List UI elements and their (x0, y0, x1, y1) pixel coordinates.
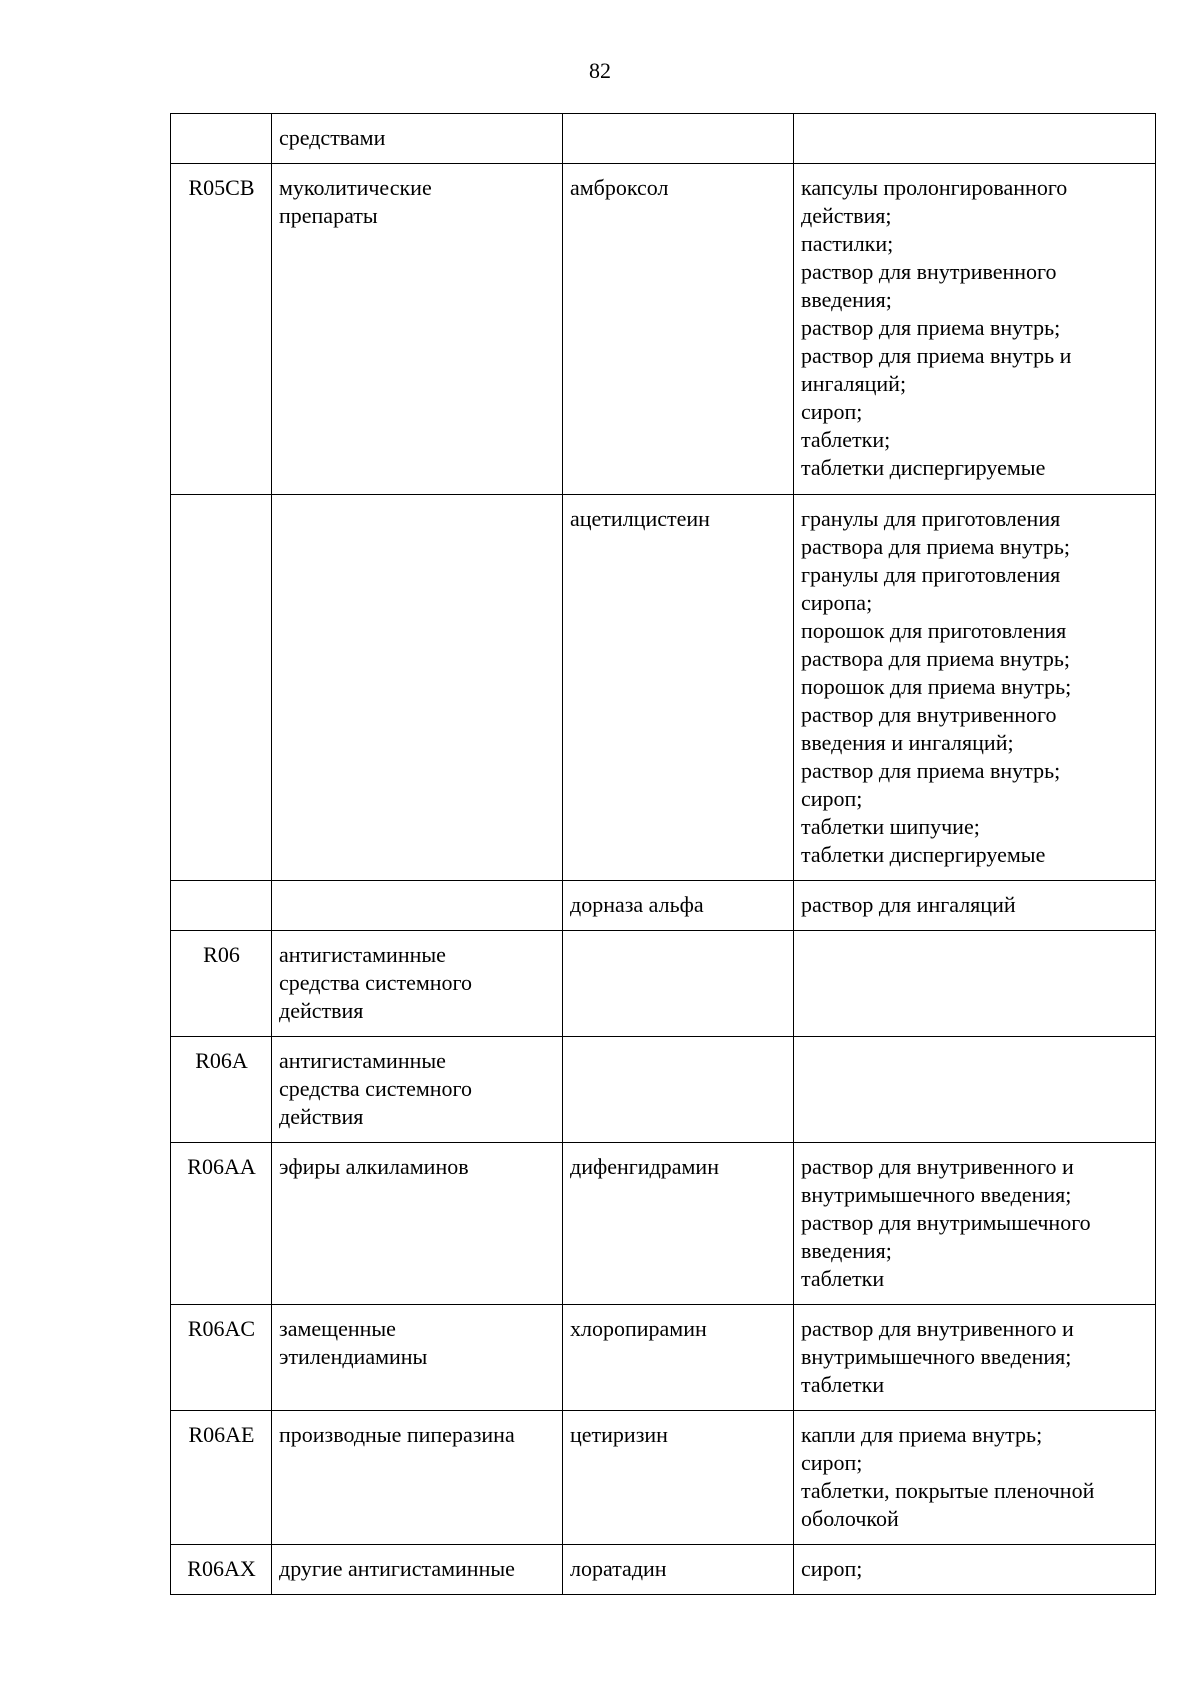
group-cell (272, 931, 563, 1037)
form-line: сироп; (801, 399, 863, 424)
group-cell (272, 881, 563, 931)
substance-line: цетиризин (570, 1422, 668, 1447)
form-line: пастилки; (801, 231, 894, 256)
table-row (171, 1037, 1156, 1143)
group-line: препараты (279, 203, 378, 228)
form-line: капсулы пролонгированного (801, 175, 1068, 200)
group-line: действия (279, 1104, 364, 1129)
atc-code-cell: R06AC (171, 1305, 272, 1411)
form-line: оболочкой (801, 1506, 899, 1531)
atc-code-cell (171, 881, 272, 931)
atc-code-cell: R06AE (171, 1411, 272, 1545)
form-line: порошок для приготовления (801, 618, 1067, 643)
group-line: замещенные (279, 1316, 396, 1341)
table-row (171, 495, 1156, 881)
form-line: сиропа; (801, 590, 873, 615)
group-line: этилендиамины (279, 1344, 428, 1369)
forms-cell (794, 1305, 1156, 1411)
table-row (171, 931, 1156, 1037)
form-line: раствор для приема внутрь; (801, 315, 1061, 340)
table-row (171, 1545, 1156, 1595)
form-line: таблетки шипучие; (801, 814, 980, 839)
substance-cell (563, 1305, 794, 1411)
form-line: ингаляций; (801, 371, 907, 396)
substance-line: амброксол (570, 175, 669, 200)
form-line: сироп; (801, 1556, 863, 1581)
form-line: таблетки, покрытые пленочной (801, 1478, 1095, 1503)
forms-cell (794, 1545, 1156, 1595)
forms-cell (794, 881, 1156, 931)
table-row (171, 1305, 1156, 1411)
table-row (171, 881, 1156, 931)
substance-cell (563, 495, 794, 881)
form-line: введения; (801, 287, 892, 312)
substance-line: ацетилцистеин (570, 506, 710, 531)
form-line: внутримышечного введения; (801, 1182, 1072, 1207)
group-cell (272, 1037, 563, 1143)
form-line: гранулы для приготовления (801, 506, 1061, 531)
form-line: раствор для внутривенного (801, 702, 1057, 727)
table-row (171, 1411, 1156, 1545)
group-line: средства системного (279, 970, 473, 995)
form-line: внутримышечного введения; (801, 1344, 1072, 1369)
group-cell (272, 1545, 563, 1595)
group-line: антигистаминные (279, 1048, 446, 1073)
atc-code-cell (171, 495, 272, 881)
form-line: введения; (801, 1238, 892, 1263)
form-line: раствор для внутримышечного (801, 1210, 1091, 1235)
forms-cell (794, 164, 1156, 495)
form-line: таблетки; (801, 427, 891, 452)
group-line: антигистаминные (279, 942, 446, 967)
substance-line: хлоропирамин (570, 1316, 707, 1341)
group-cell (272, 164, 563, 495)
form-line: таблетки диспергируемые (801, 455, 1046, 480)
forms-cell (794, 495, 1156, 881)
drug-table (170, 113, 1156, 1595)
group-line: производные пиперазина (279, 1422, 515, 1447)
table-row (171, 164, 1156, 495)
forms-cell (794, 114, 1156, 164)
substance-cell (563, 114, 794, 164)
group-line: действия (279, 998, 364, 1023)
group-cell (272, 114, 563, 164)
atc-code-cell: R06A (171, 1037, 272, 1143)
form-line: порошок для приема внутрь; (801, 674, 1072, 699)
substance-cell (563, 931, 794, 1037)
substance-cell (563, 881, 794, 931)
form-line: раствор для внутривенного (801, 259, 1057, 284)
form-line: таблетки (801, 1266, 885, 1291)
forms-cell (794, 1411, 1156, 1545)
substance-cell (563, 1545, 794, 1595)
forms-cell (794, 1037, 1156, 1143)
substance-cell (563, 164, 794, 495)
form-line: действия; (801, 203, 892, 228)
forms-cell (794, 1143, 1156, 1305)
group-line: средствами (279, 125, 386, 150)
form-line: введения и ингаляций; (801, 730, 1014, 755)
form-line: раствор для внутривенного и (801, 1316, 1074, 1341)
group-line: муколитические (279, 175, 432, 200)
form-line: раствор для приема внутрь и (801, 343, 1072, 368)
group-cell (272, 1143, 563, 1305)
substance-line: дифенгидрамин (570, 1154, 719, 1179)
forms-cell (794, 931, 1156, 1037)
group-line: средства системного (279, 1076, 473, 1101)
substance-line: лоратадин (570, 1556, 667, 1581)
group-cell (272, 1305, 563, 1411)
atc-code-cell (171, 114, 272, 164)
form-line: сироп; (801, 786, 863, 811)
form-line: гранулы для приготовления (801, 562, 1061, 587)
group-cell (272, 495, 563, 881)
group-line: эфиры алкиламинов (279, 1154, 469, 1179)
form-line: сироп; (801, 1450, 863, 1475)
group-cell (272, 1411, 563, 1545)
form-line: раствор для внутривенного и (801, 1154, 1074, 1179)
atc-code-cell: R06AX (171, 1545, 272, 1595)
table-row (171, 114, 1156, 164)
substance-line: дорназа альфа (570, 892, 704, 917)
group-line: другие антигистаминные (279, 1556, 515, 1581)
form-line: раствора для приема внутрь; (801, 534, 1070, 559)
form-line: таблетки диспергируемые (801, 842, 1046, 867)
atc-code-cell: R05CB (171, 164, 272, 495)
table-row (171, 1143, 1156, 1305)
form-line: раствор для ингаляций (801, 892, 1016, 917)
atc-code-cell: R06 (171, 931, 272, 1037)
form-line: таблетки (801, 1372, 885, 1397)
form-line: раствор для приема внутрь; (801, 758, 1061, 783)
form-line: капли для приема внутрь; (801, 1422, 1043, 1447)
substance-cell (563, 1143, 794, 1305)
substance-cell (563, 1411, 794, 1545)
atc-code-cell: R06AA (171, 1143, 272, 1305)
form-line: раствора для приема внутрь; (801, 646, 1070, 671)
table-body (171, 114, 1156, 1595)
page-number: 82 (589, 58, 611, 83)
substance-cell (563, 1037, 794, 1143)
